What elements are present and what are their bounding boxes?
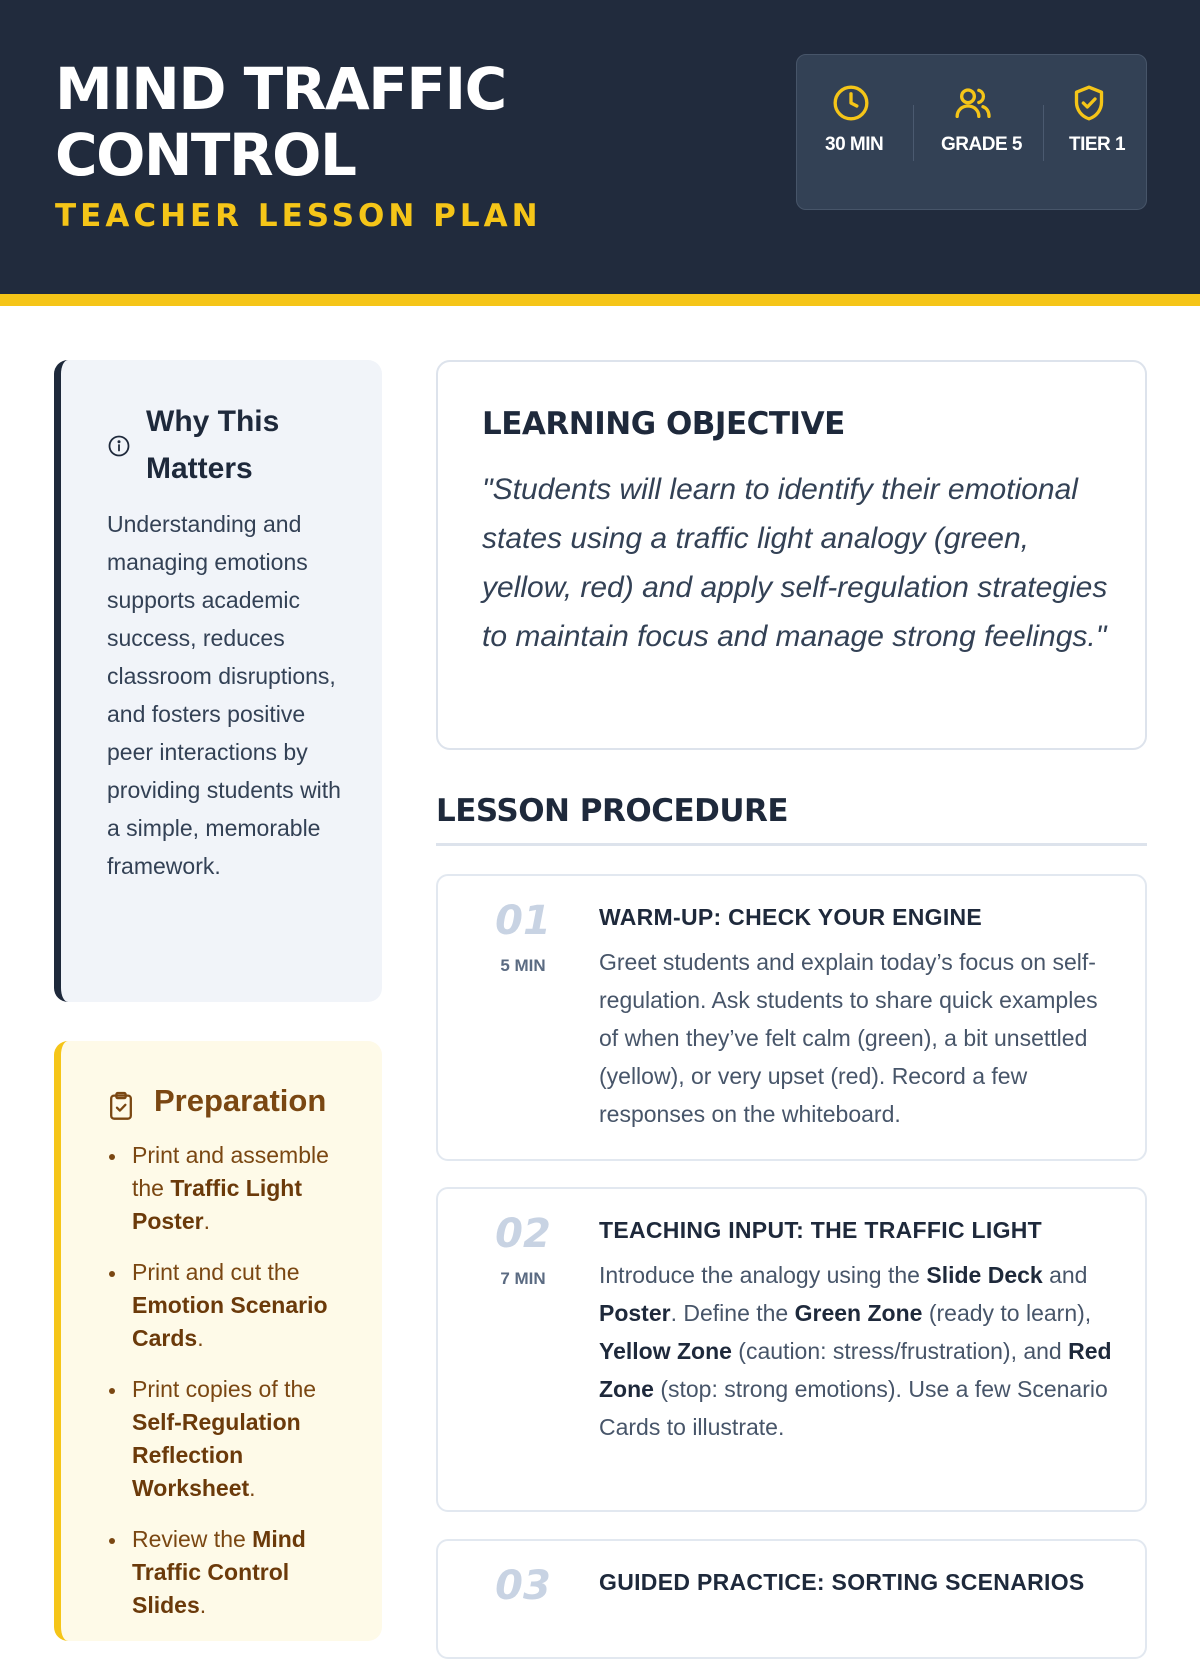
page-subtitle: TEACHER LESSON PLAN [55,198,542,234]
step-description: Greet students and explain today’s focus on self-regulation. Ask students to share quick examples of when they’ve felt calm (green), a bit unsettled (yellow), or very upset (red). Record a few responses on the whiteboard. [599,949,1098,1127]
procedure-step [436,1539,1147,1659]
step-time: 7 MIN [500,1269,546,1288]
meta-divider [1043,105,1044,161]
list-item: Print and cut the Emotion Scenario Cards. [107,1256,367,1355]
preparation-list [107,1139,367,1640]
header-accent-stripe [0,294,1200,306]
meta-tier-label: TIER 1 [1069,134,1126,155]
meta-duration-label: 30 MIN [825,134,884,155]
meta-divider [913,105,914,161]
clipboard-check-icon [107,1091,135,1121]
page-title: MIND TRAFFIC CONTROL [55,55,506,189]
page-header [0,0,1200,294]
procedure-step [436,874,1147,1161]
step-title: TEACHING INPUT: THE TRAFFIC LIGHT [599,1217,1043,1243]
step-title: WARM-UP: CHECK YOUR ENGINE [599,904,983,930]
list-item: Print and assemble the Traffic Light Poster. [107,1139,367,1238]
step-number: 02 [495,1211,551,1257]
objective-heading: LEARNING OBJECTIVE [482,406,845,442]
users-icon [953,83,993,123]
lesson-meta-box [796,54,1147,210]
procedure-step [436,1187,1147,1512]
clock-icon [831,83,871,123]
step-number: 03 [495,1563,551,1609]
procedure-heading: LESSON PROCEDURE [436,793,789,829]
info-icon [107,434,131,458]
shield-check-icon [1069,83,1109,123]
procedure-divider [436,843,1147,846]
step-number: 01 [495,898,551,944]
step-description: Introduce the analogy using the Slide Deck and Poster. Define the Green Zone (ready to learn), Yellow Zone (caution: stress/frustration), and Red Zone (stop: strong emotions). Use a few Scenario Cards to illustrate. [599,1262,1112,1440]
meta-grade-label: GRADE 5 [941,134,1022,155]
learning-objective-card [436,360,1147,750]
why-text: Understanding and managing emotions supports academic success, reduces classroom disruptions, and fosters positive peer interactions by providing students with a simple, memorable framework. [107,511,341,879]
step-time: 5 MIN [500,956,546,975]
preparation-card [54,1041,382,1641]
why-title: Why This Matters [146,405,280,485]
preparation-title: Preparation [154,1083,327,1118]
why-this-matters-card [54,360,382,1002]
step-title: GUIDED PRACTICE: SORTING SCENARIOS [599,1569,1085,1595]
objective-text: "Students will learn to identify their emotional states using a traffic light analogy (green, yellow, red) and apply self-regulation strategies to maintain focus and manage strong feelings." [482,473,1108,653]
list-item: Print copies of the Self-Regulation Reflection Worksheet. [107,1373,367,1505]
list-item: Review the Mind Traffic Control Slides. [107,1523,367,1622]
